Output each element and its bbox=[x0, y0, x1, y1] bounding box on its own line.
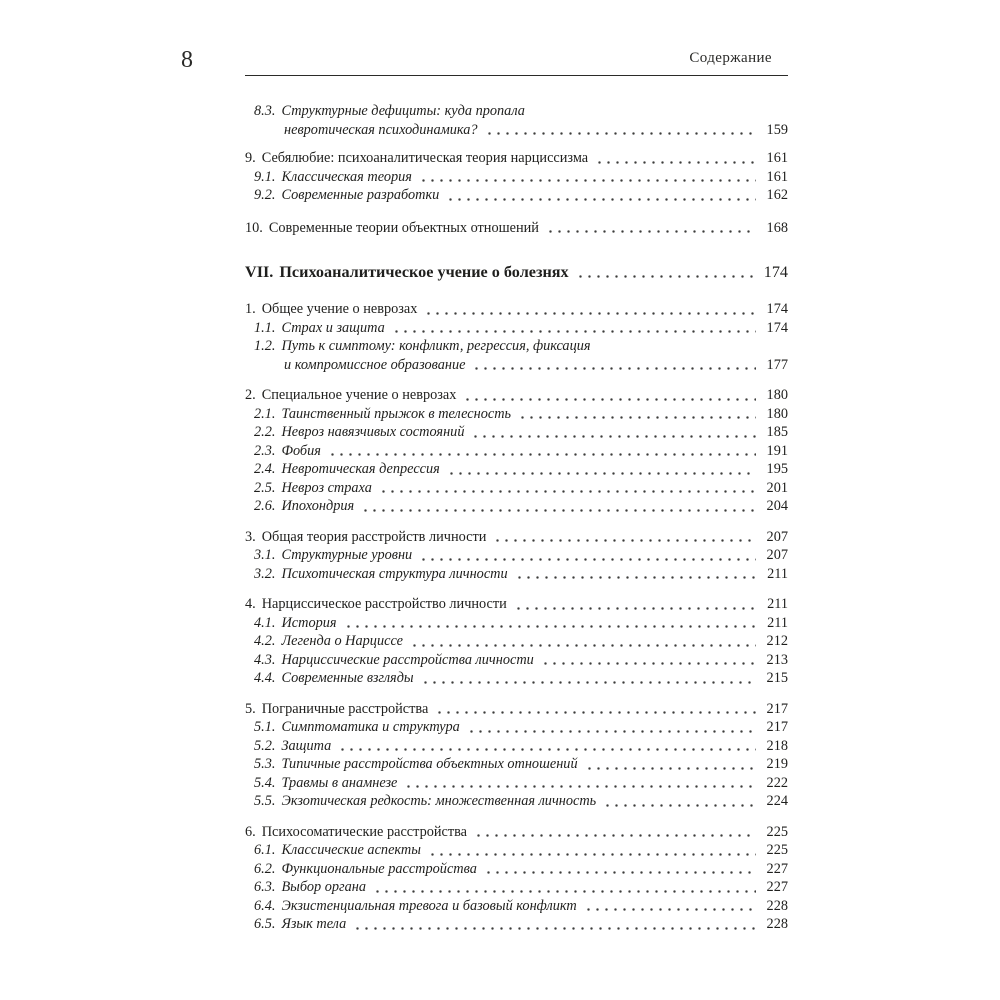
toc-entry-page: 217 bbox=[766, 719, 788, 735]
toc-entry-page: 213 bbox=[766, 651, 788, 668]
toc-entry bbox=[245, 737, 788, 756]
toc-entry-number: 4.1. bbox=[254, 614, 276, 631]
toc-entry-number: 2.4. bbox=[254, 461, 276, 477]
toc-entry-title: Симптоматика и структура bbox=[281, 719, 460, 735]
toc-entry-page: 168 bbox=[766, 219, 788, 236]
toc-entry bbox=[245, 774, 788, 793]
toc-entry-number: 9.1. bbox=[254, 168, 276, 185]
toc-entry-title: История bbox=[281, 614, 337, 631]
toc-entry-page: 161 bbox=[766, 168, 788, 185]
dot-leader bbox=[471, 423, 756, 442]
toc-entry bbox=[245, 219, 788, 238]
toc-entry-title: Травмы в анамнезе bbox=[281, 774, 398, 791]
toc-entry-number: 2.3. bbox=[254, 442, 276, 459]
toc-entry-number: 6.1. bbox=[254, 842, 276, 858]
toc-entry-title: Страх и защита bbox=[281, 319, 385, 336]
dot-leader bbox=[428, 841, 756, 860]
toc-entry bbox=[245, 595, 788, 614]
dot-leader bbox=[419, 168, 756, 187]
toc-entry bbox=[245, 860, 788, 879]
toc-entry-title: Пограничные расстройства bbox=[261, 700, 429, 717]
toc-entry bbox=[245, 669, 788, 688]
toc-entry bbox=[245, 300, 788, 319]
dot-leader bbox=[467, 718, 756, 737]
dot-leader bbox=[338, 737, 756, 756]
toc-entry-line bbox=[245, 263, 788, 282]
toc-entry-number: 5.2. bbox=[254, 737, 276, 754]
toc-entry-line bbox=[254, 878, 788, 897]
toc-entry-page: 161 bbox=[766, 150, 788, 166]
toc-entry bbox=[245, 337, 788, 374]
toc-entry-number: 9.2. bbox=[254, 187, 276, 203]
toc-entry-title: и компромиссное образование bbox=[284, 356, 466, 373]
toc-entry-line bbox=[245, 386, 788, 405]
toc-entry-line bbox=[245, 300, 788, 319]
toc-entry bbox=[245, 528, 788, 547]
dot-leader bbox=[446, 186, 756, 205]
toc-entry-title: невротическая психодинамика? bbox=[284, 121, 478, 138]
toc-entry bbox=[245, 651, 788, 670]
toc-entry bbox=[245, 168, 788, 187]
toc-entry-number: 1.2. bbox=[254, 338, 276, 354]
toc-entry-line bbox=[245, 528, 788, 547]
toc-entry-title: Невроз страха bbox=[281, 479, 372, 496]
toc-entry-title: Структурные дефициты: куда пропала bbox=[281, 103, 525, 119]
toc-entry-line bbox=[254, 565, 788, 584]
toc-entry-title: Ипохондрия bbox=[281, 498, 355, 514]
toc-entry-number: 4. bbox=[245, 596, 256, 612]
toc-entry-number: 1.1. bbox=[254, 319, 276, 336]
toc-entry bbox=[245, 792, 788, 811]
toc-entry-number: 3.2. bbox=[254, 565, 276, 582]
toc-entry-title: Функциональные расстройства bbox=[281, 860, 477, 877]
toc-entry-title: Современные теории объектных отношений bbox=[268, 219, 539, 236]
toc-entry-title: Общая теория расстройств личности bbox=[261, 528, 487, 545]
toc-entry-line bbox=[245, 149, 788, 168]
toc-entry-line bbox=[254, 755, 788, 774]
toc-entry-page: 174 bbox=[766, 319, 788, 336]
dot-leader bbox=[353, 915, 756, 934]
toc-entry-title: Психоаналитическое учение о болезнях bbox=[279, 263, 569, 281]
toc-entry-page: 174 bbox=[763, 263, 788, 281]
toc-entry-line bbox=[245, 823, 788, 842]
toc-entry-page: 224 bbox=[766, 793, 788, 809]
dot-leader bbox=[463, 386, 756, 405]
dot-leader bbox=[595, 149, 756, 168]
toc-entry-title: Современные разработки bbox=[281, 187, 440, 203]
toc-entry-line bbox=[254, 915, 788, 934]
toc-entry-line bbox=[254, 186, 788, 205]
toc-entry-number: 2.1. bbox=[254, 405, 276, 422]
toc-entry-line bbox=[254, 860, 788, 879]
toc-entry-number: 4.4. bbox=[254, 670, 276, 686]
toc-entry-title: Защита bbox=[281, 737, 332, 754]
toc-entry-page: 191 bbox=[766, 442, 788, 459]
toc-entry-page: 195 bbox=[766, 461, 788, 477]
toc-entry-page: 174 bbox=[766, 301, 788, 317]
toc-entry-title: Классическая теория bbox=[281, 168, 412, 185]
toc-entry bbox=[245, 149, 788, 168]
toc-entry-title: Экзотическая редкость: множественная личность bbox=[281, 793, 597, 809]
dot-leader bbox=[485, 121, 756, 140]
toc-entry bbox=[245, 263, 788, 282]
toc-entry-number: VII. bbox=[245, 263, 274, 281]
toc-entry-page: 218 bbox=[766, 737, 788, 754]
toc-entry-title: Экзистенциальная тревога и базовый конфликт bbox=[281, 897, 577, 914]
toc-entry-title: Легенда о Нарциссе bbox=[281, 633, 403, 649]
toc-entry-page: 227 bbox=[766, 879, 788, 895]
toc-entry-title: Таинственный прыжок в телесность bbox=[281, 405, 512, 422]
toc-entry-line bbox=[254, 423, 788, 442]
toc-entry-title: Нарциссическое расстройство личности bbox=[261, 596, 507, 612]
toc-entry-line bbox=[254, 792, 788, 811]
toc-entry-line bbox=[254, 632, 788, 651]
dot-leader bbox=[379, 479, 756, 498]
toc-entry-number: 6. bbox=[245, 823, 256, 840]
toc-entry-number: 2.2. bbox=[254, 424, 276, 440]
toc-entry-number: 2. bbox=[245, 387, 256, 403]
toc-entry-title: Невротическая депрессия bbox=[281, 461, 440, 477]
toc-entry-title: Путь к симптому: конфликт, регрессия, фиксация bbox=[281, 338, 591, 354]
toc-entry bbox=[245, 897, 788, 916]
toc-entry-number: 1. bbox=[245, 301, 256, 317]
dot-leader bbox=[344, 614, 756, 633]
dot-leader bbox=[424, 300, 756, 319]
toc-entry bbox=[245, 497, 788, 516]
toc-entry-number: 8.3. bbox=[254, 103, 276, 119]
toc-entry-page: 211 bbox=[767, 614, 788, 631]
toc-entry-page: 228 bbox=[766, 897, 788, 914]
toc-entry-number: 5.1. bbox=[254, 719, 276, 735]
toc-entry-title: Классические аспекты bbox=[281, 842, 421, 858]
dot-leader bbox=[419, 546, 756, 565]
header-title: Содержание bbox=[689, 50, 772, 66]
toc-entry bbox=[245, 319, 788, 338]
toc-entry-page: 185 bbox=[766, 424, 788, 440]
toc-entry-title: Фобия bbox=[281, 442, 321, 459]
content-column bbox=[245, 50, 788, 934]
toc-entry-page: 207 bbox=[766, 547, 788, 563]
dot-leader bbox=[484, 860, 756, 879]
dot-leader bbox=[518, 405, 756, 424]
toc-entry bbox=[245, 755, 788, 774]
toc-entry-page: 219 bbox=[766, 756, 788, 772]
toc-entry-page: 228 bbox=[766, 916, 788, 932]
toc-entry-line bbox=[254, 497, 788, 516]
toc-entry-page: 225 bbox=[766, 823, 788, 840]
toc-entry-line bbox=[254, 319, 788, 338]
toc-entry-title: Нарциссические расстройства личности bbox=[281, 651, 534, 668]
toc-entry-page: 159 bbox=[766, 121, 788, 138]
toc-entry-page: 217 bbox=[766, 700, 788, 717]
toc-entry bbox=[245, 632, 788, 651]
toc-entry bbox=[245, 442, 788, 461]
toc-entry bbox=[245, 102, 788, 139]
toc-entry-number: 5. bbox=[245, 700, 256, 717]
dot-leader bbox=[410, 632, 756, 651]
toc-entry-number: 5.5. bbox=[254, 793, 276, 809]
header-rule bbox=[245, 75, 788, 76]
toc-entry-line bbox=[254, 669, 788, 688]
toc-entry bbox=[245, 700, 788, 719]
toc-entry bbox=[245, 423, 788, 442]
toc-entry-page: 215 bbox=[766, 670, 788, 686]
dot-leader bbox=[493, 528, 756, 547]
toc-entry-line bbox=[254, 460, 788, 479]
toc-entry-number: 3.1. bbox=[254, 547, 276, 563]
dot-leader bbox=[404, 774, 756, 793]
dot-leader bbox=[541, 651, 756, 670]
dot-leader bbox=[603, 792, 756, 811]
toc-entry-line bbox=[254, 897, 788, 916]
toc-entry-title: Современные взгляды bbox=[281, 670, 414, 686]
toc-entry-page: 207 bbox=[766, 528, 788, 545]
toc-entry-number: 5.3. bbox=[254, 756, 276, 772]
toc-entry-page: 201 bbox=[766, 479, 788, 496]
toc-entry-line bbox=[254, 121, 788, 140]
toc-entry-page: 211 bbox=[767, 596, 788, 612]
toc-entry-number: 6.3. bbox=[254, 879, 276, 895]
toc-entry-line bbox=[254, 479, 788, 498]
toc-entry bbox=[245, 186, 788, 205]
toc-entry bbox=[245, 878, 788, 897]
toc-entry-line bbox=[254, 718, 788, 737]
toc-entry-title: Выбор органа bbox=[281, 879, 367, 895]
toc-entry-title: Язык тела bbox=[281, 916, 347, 932]
toc-entry-number: 4.2. bbox=[254, 633, 276, 649]
toc-entry bbox=[245, 823, 788, 842]
toc-entry-line bbox=[254, 442, 788, 461]
toc-list bbox=[245, 102, 788, 934]
dot-leader bbox=[328, 442, 756, 461]
toc-entry bbox=[245, 479, 788, 498]
toc-entry-page: 180 bbox=[766, 405, 788, 422]
toc-entry-line bbox=[254, 356, 788, 375]
dot-leader bbox=[472, 356, 756, 375]
toc-entry-number: 10. bbox=[245, 219, 263, 236]
dot-leader bbox=[361, 497, 756, 516]
toc-entry-line bbox=[254, 841, 788, 860]
dot-leader bbox=[474, 823, 756, 842]
toc-entry bbox=[245, 718, 788, 737]
toc-entry-page: 222 bbox=[766, 774, 788, 791]
page-number: 8 bbox=[181, 47, 193, 73]
dot-leader bbox=[421, 669, 756, 688]
dot-leader bbox=[373, 878, 756, 897]
toc-entry bbox=[245, 460, 788, 479]
dot-leader bbox=[515, 565, 756, 584]
toc-entry-number: 4.3. bbox=[254, 651, 276, 668]
toc-entry-title: Психотическая структура личности bbox=[281, 565, 508, 582]
toc-entry bbox=[245, 915, 788, 934]
toc-entry-line bbox=[245, 595, 788, 614]
toc-entry-title: Невроз навязчивых состояний bbox=[281, 424, 465, 440]
dot-leader bbox=[435, 700, 756, 719]
toc-entry bbox=[245, 841, 788, 860]
toc-entry-page: 204 bbox=[766, 498, 788, 514]
toc-entry-page: 180 bbox=[766, 387, 788, 403]
toc-entry-number: 3. bbox=[245, 528, 256, 545]
toc-entry-number: 6.2. bbox=[254, 860, 276, 877]
toc-entry-title: Психосоматические расстройства bbox=[261, 823, 468, 840]
toc-entry-title: Типичные расстройства объектных отношений bbox=[281, 756, 578, 772]
toc-entry-page: 211 bbox=[767, 565, 788, 582]
dot-leader bbox=[392, 319, 756, 338]
toc-entry-line bbox=[254, 102, 788, 121]
toc-entry-title: Структурные уровни bbox=[281, 547, 413, 563]
toc-entry-number: 2.5. bbox=[254, 479, 276, 496]
toc-entry-title: Себялюбие: психоаналитическая теория нарциссизма bbox=[261, 150, 589, 166]
toc-entry-line bbox=[254, 651, 788, 670]
dot-leader bbox=[585, 755, 756, 774]
toc-entry bbox=[245, 565, 788, 584]
page-header bbox=[245, 50, 788, 75]
toc-entry-number: 5.4. bbox=[254, 774, 276, 791]
toc-entry-page: 162 bbox=[766, 187, 788, 203]
toc-entry-page: 212 bbox=[766, 633, 788, 649]
toc-entry-title: Специальное учение о неврозах bbox=[261, 387, 457, 403]
toc-entry-page: 227 bbox=[766, 860, 788, 877]
toc-entry-number: 6.5. bbox=[254, 916, 276, 932]
toc-entry-number: 9. bbox=[245, 150, 256, 166]
toc-entry bbox=[245, 546, 788, 565]
toc-entry-number: 2.6. bbox=[254, 498, 276, 514]
toc-entry-line bbox=[254, 614, 788, 633]
dot-leader bbox=[584, 897, 756, 916]
toc-entry-number: 6.4. bbox=[254, 897, 276, 914]
dot-leader bbox=[576, 263, 756, 282]
toc-entry-line bbox=[254, 546, 788, 565]
toc-entry-line bbox=[245, 700, 788, 719]
toc-entry-title: Общее учение о неврозах bbox=[261, 301, 418, 317]
toc-entry bbox=[245, 614, 788, 633]
toc-entry-page: 177 bbox=[766, 356, 788, 373]
toc-entry-page: 225 bbox=[766, 842, 788, 858]
toc-entry bbox=[245, 386, 788, 405]
toc-entry-line bbox=[254, 337, 788, 356]
dot-leader bbox=[447, 460, 756, 479]
toc-entry-line bbox=[254, 737, 788, 756]
toc-entry-line bbox=[254, 405, 788, 424]
toc-entry-line bbox=[254, 168, 788, 187]
toc-entry-line bbox=[254, 774, 788, 793]
dot-leader bbox=[514, 595, 756, 614]
dot-leader bbox=[546, 219, 756, 238]
toc-entry-line bbox=[245, 219, 788, 238]
toc-entry bbox=[245, 405, 788, 424]
